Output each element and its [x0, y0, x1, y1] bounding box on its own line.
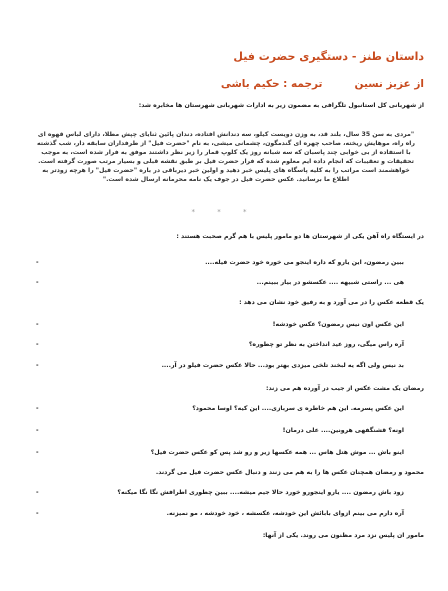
- dialogue-line: آره راس میگی، روز عید انداختن به نظر تو چطوره؟: [248, 341, 404, 348]
- dialogue-line: این عکس اون نیس رمضون؟ عکس خودشه!: [272, 321, 404, 328]
- dialogue-line: هی ... راستی شبیهه .... عکسشو در بیار ببینم...: [256, 279, 404, 286]
- dialogue-dash: -: [36, 449, 39, 456]
- dialogue-line: آره دارم می بینم ازوای بابائش این خودشه، عکسشه ، خود خودشه ، مو نمیزنه.: [166, 510, 404, 517]
- dialogue-dash: -: [36, 362, 39, 369]
- byline: [34, 78, 424, 91]
- dialogue-dash: -: [36, 259, 39, 266]
- narration-line: محمود و رمضان همچنان عکس ها را به هم می زنند و دنبال عکس حضرت فیل می گردند.: [155, 469, 424, 476]
- narration-line: در ایستگاه راه آهن یکی از شهرستان ها دو مامور پلیس با هم گرم صحبت هستند :: [176, 233, 424, 240]
- intro-paragraph: از شهربانی کل استانبول تلگرافی به مضمون زیر به ادارات شهربانی شهرستان ها مخابره شد:: [138, 102, 424, 109]
- section-divider: * * *: [191, 208, 257, 216]
- dialogue-dash: -: [36, 489, 39, 496]
- dialogue-line: اینو باش ... موش هتل هاس ... همه عکسها زیر و رو شد پس کو عکس حضرت فیل؟: [150, 449, 404, 456]
- dialogue-line: زود باش رمضون .... یارو اینجورو خورد حالا جیم میشه.... ببین چطوری اطرافش نگا نگا میکنه؟: [117, 489, 404, 496]
- document-title: داستان طنز - دستگیری حضرت فیل: [233, 50, 424, 63]
- dialogue-dash: -: [36, 279, 39, 286]
- dialogue-dash: -: [36, 405, 39, 412]
- narration-line: یک قطعه عکس را در می آورد و به رفیق خود نشان می دهد :: [239, 299, 424, 306]
- dialogue-line: بد نیس ولی اگه یه لبخند تلخی میزدی بهتر بود... حالا عکس حضرت فیلو در آر....: [161, 362, 404, 369]
- dialogue-line: اونه؟ قشنگفهی هرونین.... علی درمان!: [282, 427, 404, 434]
- narration-line: مامور ان پلیس نزد مرد مظنون می روند. یکی از آنها:: [262, 532, 424, 539]
- dialogue-dash: -: [36, 341, 39, 348]
- dialogue-dash: -: [36, 321, 39, 328]
- dialogue-line: این عکس پسرمه. این هم خاطره ی سربازی.... این کیه؟ اوسا محمود؟: [192, 405, 404, 412]
- dialogue-line: ببین رمضون، این یارو که داره اینجو می خوره خود حضرت فیله....: [205, 259, 404, 266]
- header: [34, 50, 424, 91]
- author-name: از عزیز نسین: [354, 78, 424, 90]
- dialogue-dash: -: [36, 427, 39, 434]
- translator-name: ترجمه : حکیم باشی: [220, 78, 323, 90]
- narration-line: رمضان یک مشت عکس از جیب در آورده هم می زند:: [265, 385, 424, 392]
- dialogue-dash: -: [36, 510, 39, 517]
- telegram-quote: "مردی به سن 35 سال، بلند قد، به وزن دویست کیلو، سه دندانش افتاده، دندان پائین ثنایای چپش مطلا، دارای لباس قهوه ای راه راه، موهایش ریخته، صاحب چهره ای گندمگون، چشمانی میشی، به نام "حضرت فیل" از طرفداران سابقه دار، شب گذشته با استفاده از بی خوابی چند پاسبان که سه شبانه روز یک کلوپ قمار را زیر نظر داشتند موفق به فرار شده است، به موجب تحقیقات و تعقیبات که انجام داده ایم معلوم شده که فرار حضرت فیل بر طبق نقشه قبلی و بسیار مرتب صورت گرفته است. خواهشمند است مراتب را به کلیه پاسگاه های پلیس خبر دهید و اولین خبر دیرباقی در باره "حضرت فیل" را هرچه زودتر به اطلاع ما برسانید. عکس حضرت فیل در جوف یک نامه محرمانه ارسال شده است.": [37, 131, 415, 183]
